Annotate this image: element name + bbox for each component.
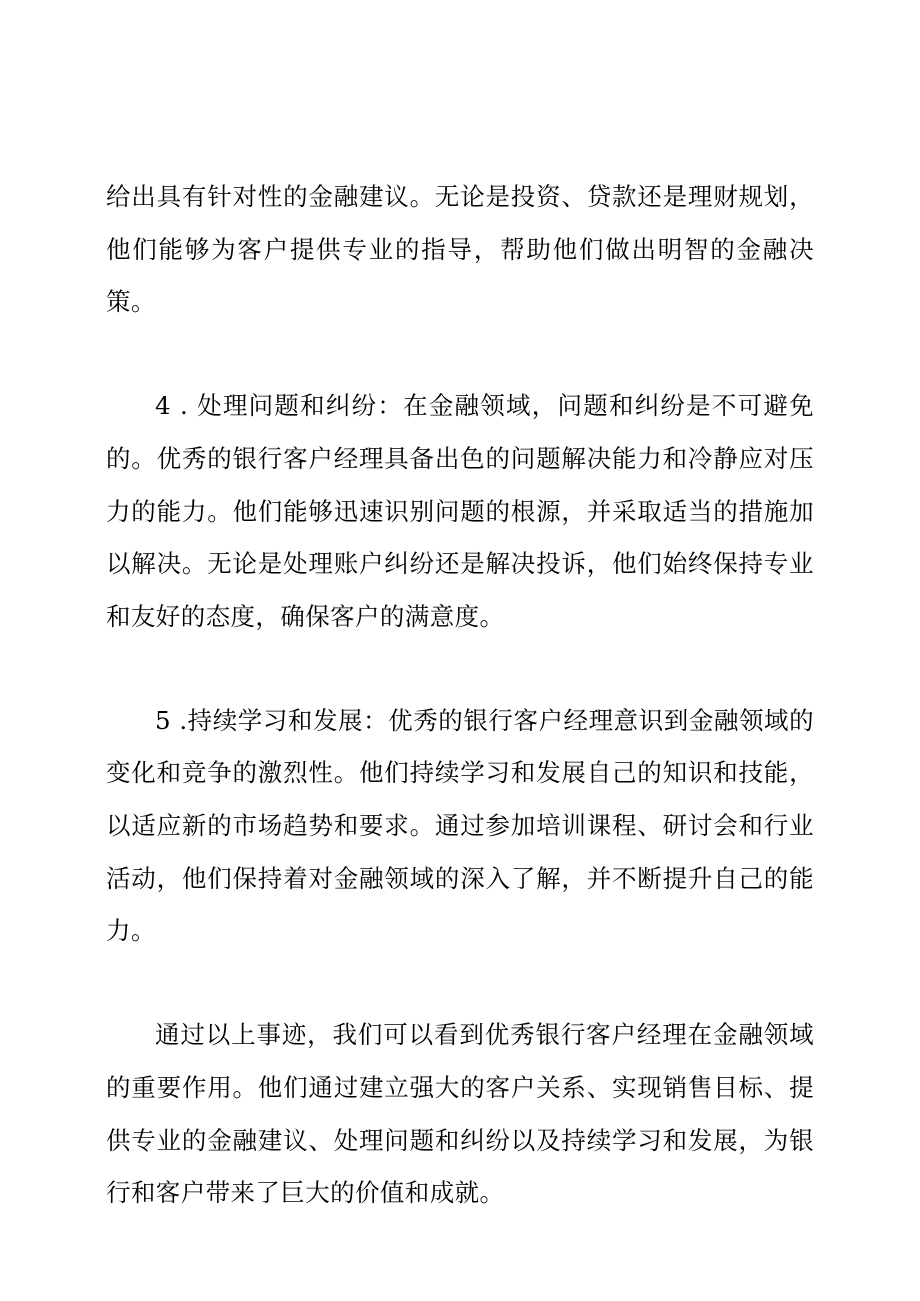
paragraph-handling-disputes: 4 . 处理问题和纠纷：在金融领域，问题和纠纷是不可避免的。优秀的银行客户经理具备出色的问题解决能力和冷静应对压力的能力。他们能够迅速识别问题的根源，并采取适当的措施加以解决。无论是处理账户纠纷还是解决投诉，他们始终保持专业和友好的态度，确保客户的满意度。	[106, 391, 814, 631]
paragraph-conclusion: 通过以上事迹，我们可以看到优秀银行客户经理在金融领域的重要作用。他们通过建立强大的客户关系、实现销售目标、提供专业的金融建议、处理问题和纠纷以及持续学习和发展，为银行和客户带来了巨大的价值和成就。	[106, 1020, 814, 1208]
paragraph-continuous-learning: 5 .持续学习和发展：优秀的银行客户经理意识到金融领域的变化和竞争的激烈性。他们持续学习和发展自己的知识和技能，以适应新的市场趋势和要求。通过参加培训课程、研讨会和行业活动，他们保持着对金融领域的深入了解，并不断提升自己的能力。	[106, 705, 814, 946]
paragraph-financial-advice: 给出具有针对性的金融建议。无论是投资、贷款还是理财规划，他们能够为客户提供专业的指导，帮助他们做出明智的金融决策。	[106, 182, 814, 317]
